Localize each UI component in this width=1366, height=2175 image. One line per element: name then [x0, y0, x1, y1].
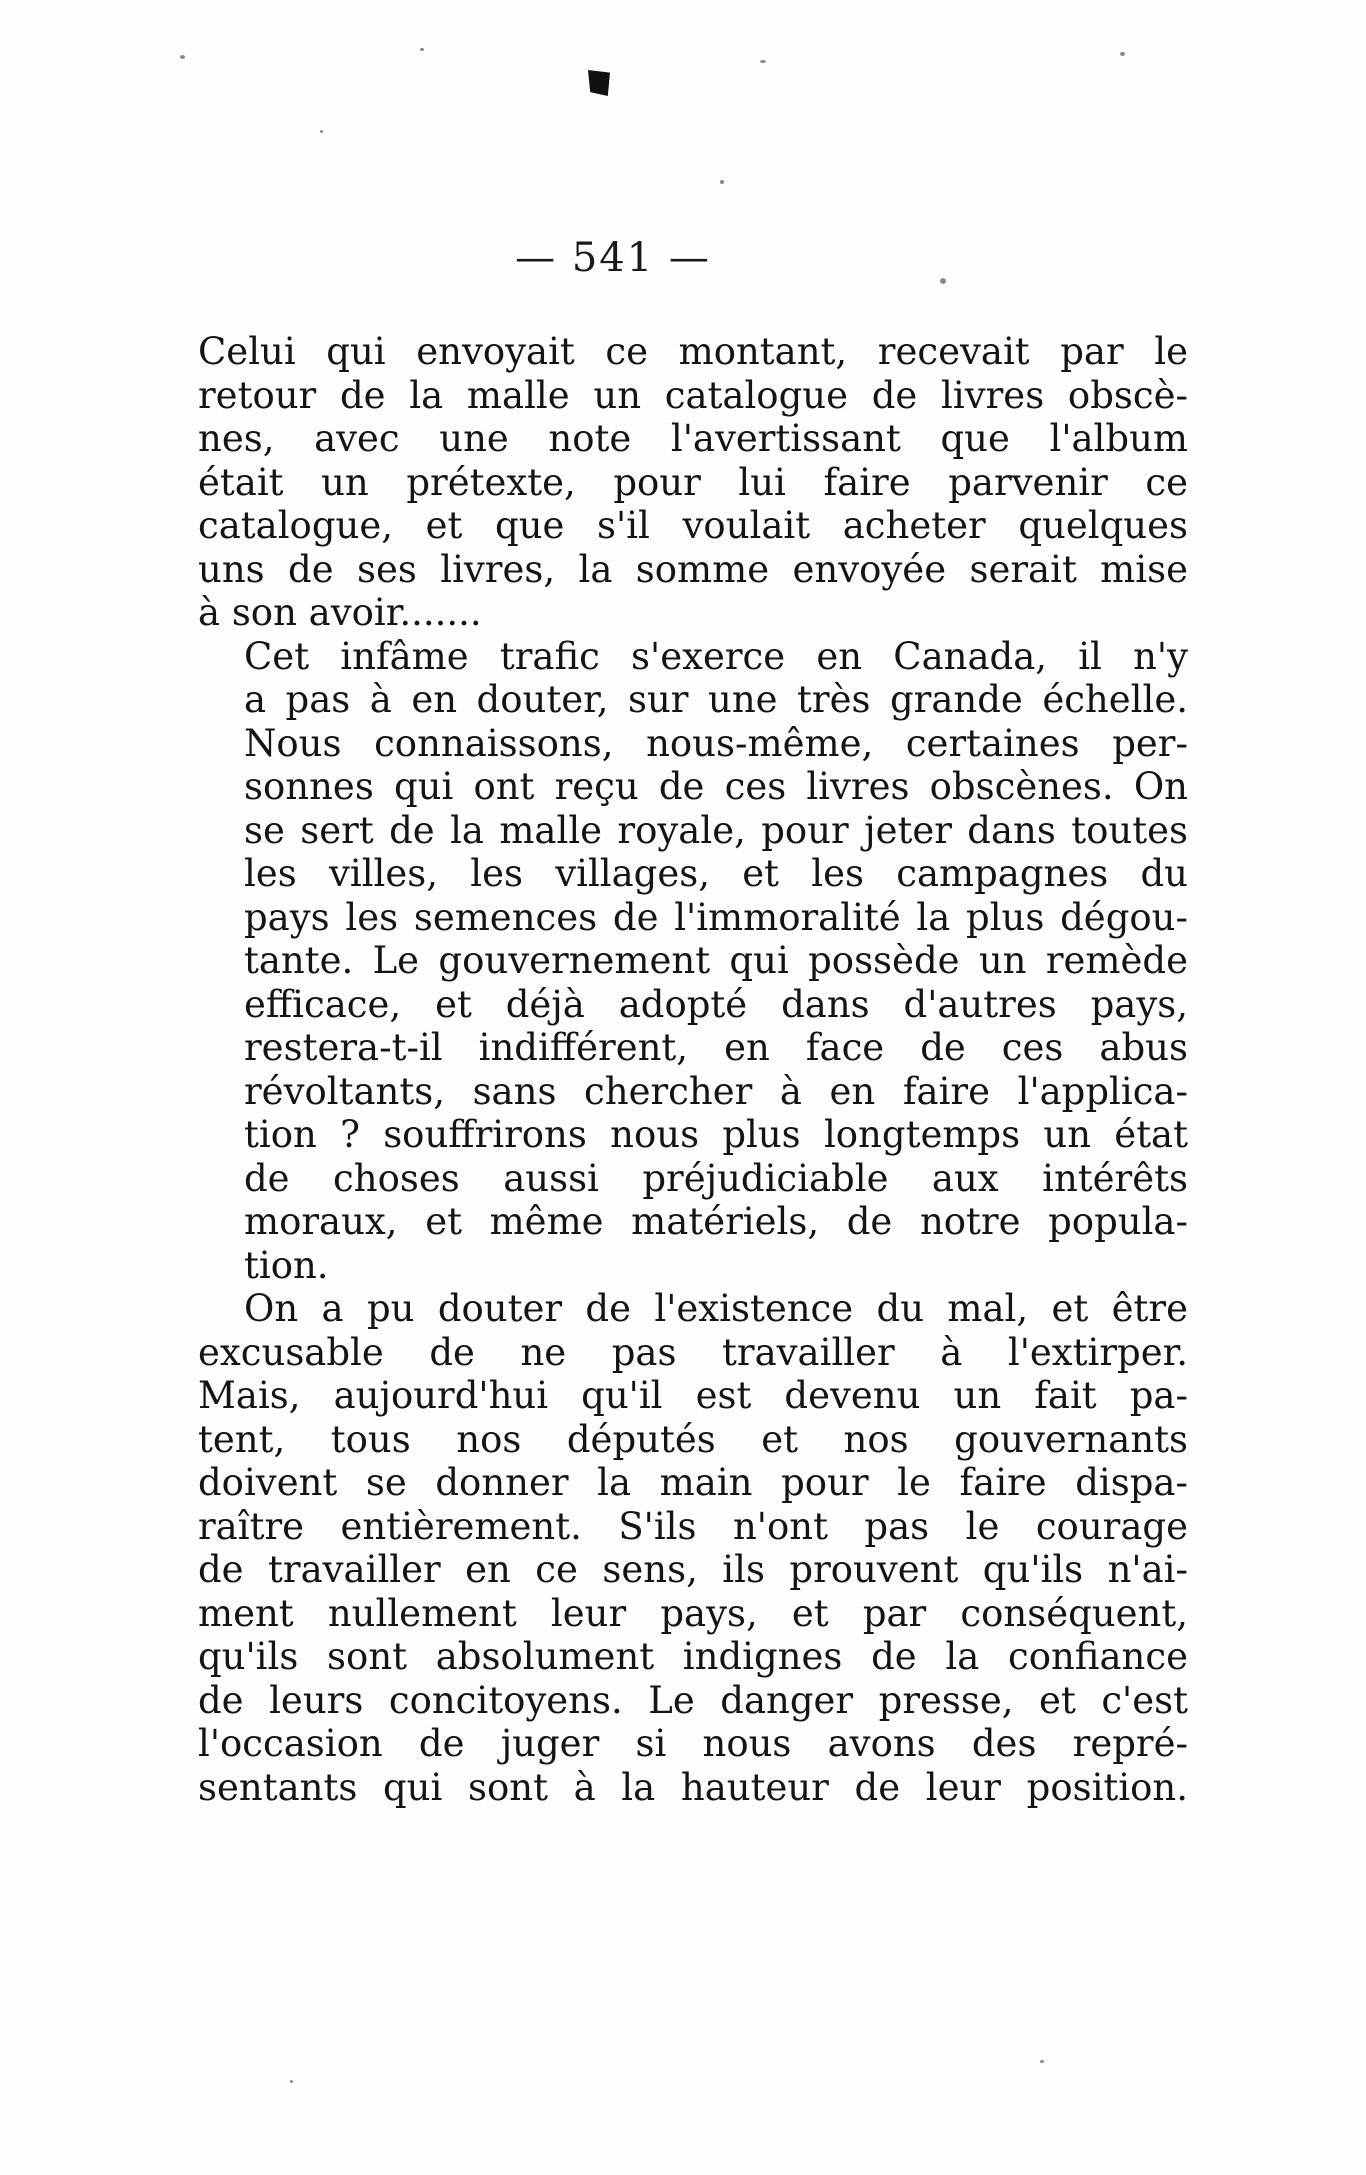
text-line: était un prétexte, pour lui faire parvenir ce: [198, 460, 1188, 504]
text-line: Cet infâme trafic s'exerce en Canada, il n'y: [244, 634, 1188, 678]
text-line: pays les semences de l'immoralité la plus dégou-: [244, 895, 1188, 939]
text-line: nes, avec une note l'avertissant que l'album: [198, 417, 1188, 460]
text-line: moraux, et même matériels, de notre popula-: [244, 1200, 1188, 1243]
scan-speckle: [720, 180, 724, 184]
text-line: raître entièrement. S'ils n'ont pas le courage: [198, 1504, 1188, 1548]
scan-speckle: [320, 130, 323, 133]
ink-blot-mark: [588, 70, 610, 96]
paragraph-1: [198, 330, 1188, 635]
text-line: de travailler en ce sens, ils prouvent qu'ils n'ai-: [198, 1548, 1188, 1591]
text-line: catalogue, et que s'il voulait acheter quelques: [198, 504, 1188, 547]
text-line: les villes, les villages, et les campagnes du: [244, 852, 1188, 895]
text-line: à son avoir.......: [198, 591, 482, 634]
text-line: restera-t-il indifférent, en face de ces abus: [244, 1026, 1188, 1069]
text-line: a pas à en douter, sur une très grande échelle.: [244, 678, 1188, 721]
text-line: sonnes qui ont reçu de ces livres obscènes. On: [244, 765, 1188, 808]
paragraph-3: [198, 1287, 1188, 1809]
text-line: ment nullement leur pays, et par conséquent,: [198, 1591, 1188, 1635]
scan-speckle: [420, 48, 424, 51]
text-line: On a pu douter de l'existence du mal, et être: [244, 1287, 1188, 1330]
text-line: révoltants, sans chercher à en faire l'applica-: [244, 1069, 1188, 1113]
text-line: Nous connaissons, nous-même, certaines per-: [244, 721, 1188, 765]
text-line: Mais, aujourd'hui qu'il est devenu un fait pa-: [198, 1374, 1188, 1417]
text-line: tent, tous nos députés et nos gouvernants: [198, 1417, 1188, 1461]
page-number: — 541 —: [515, 235, 711, 281]
paragraph-2: [198, 635, 1188, 1288]
scan-speckle: [1040, 2060, 1044, 2063]
text-line: doivent se donner la main pour le faire dispa-: [198, 1461, 1188, 1504]
text-line: qu'ils sont absolument indignes de la confiance: [198, 1635, 1188, 1678]
text-line: tante. Le gouvernement qui possède un remède: [244, 939, 1188, 982]
text-line: uns de ses livres, la somme envoyée serait mise: [198, 547, 1188, 591]
text-line: sentants qui sont à la hauteur de leur position.: [198, 1765, 1188, 1809]
scan-speckle: [760, 60, 766, 63]
text-line: excusable de ne pas travailler à l'extirper.: [198, 1330, 1188, 1374]
scan-speckle: [180, 55, 185, 59]
text-line: de choses aussi préjudiciable aux intérêts: [244, 1156, 1188, 1200]
text-line: se sert de la malle royale, pour jeter dans toutes: [244, 808, 1188, 852]
text-line: l'occasion de juger si nous avons des repré-: [198, 1722, 1188, 1765]
text-line: tion.: [244, 1243, 329, 1287]
text-line: de leurs concitoyens. Le danger presse, et c'est: [198, 1678, 1188, 1722]
body-text: [198, 330, 1188, 1809]
text-line: retour de la malle un catalogue de livres obscè-: [198, 373, 1188, 417]
text-line: tion ? souffrirons nous plus longtemps un état: [244, 1113, 1188, 1156]
scan-speckle: [1120, 52, 1125, 56]
scan-speckle: [290, 2080, 293, 2083]
text-line: Celui qui envoyait ce montant, recevait par le: [198, 330, 1188, 373]
text-line: efficace, et déjà adopté dans d'autres pays,: [244, 982, 1188, 1026]
